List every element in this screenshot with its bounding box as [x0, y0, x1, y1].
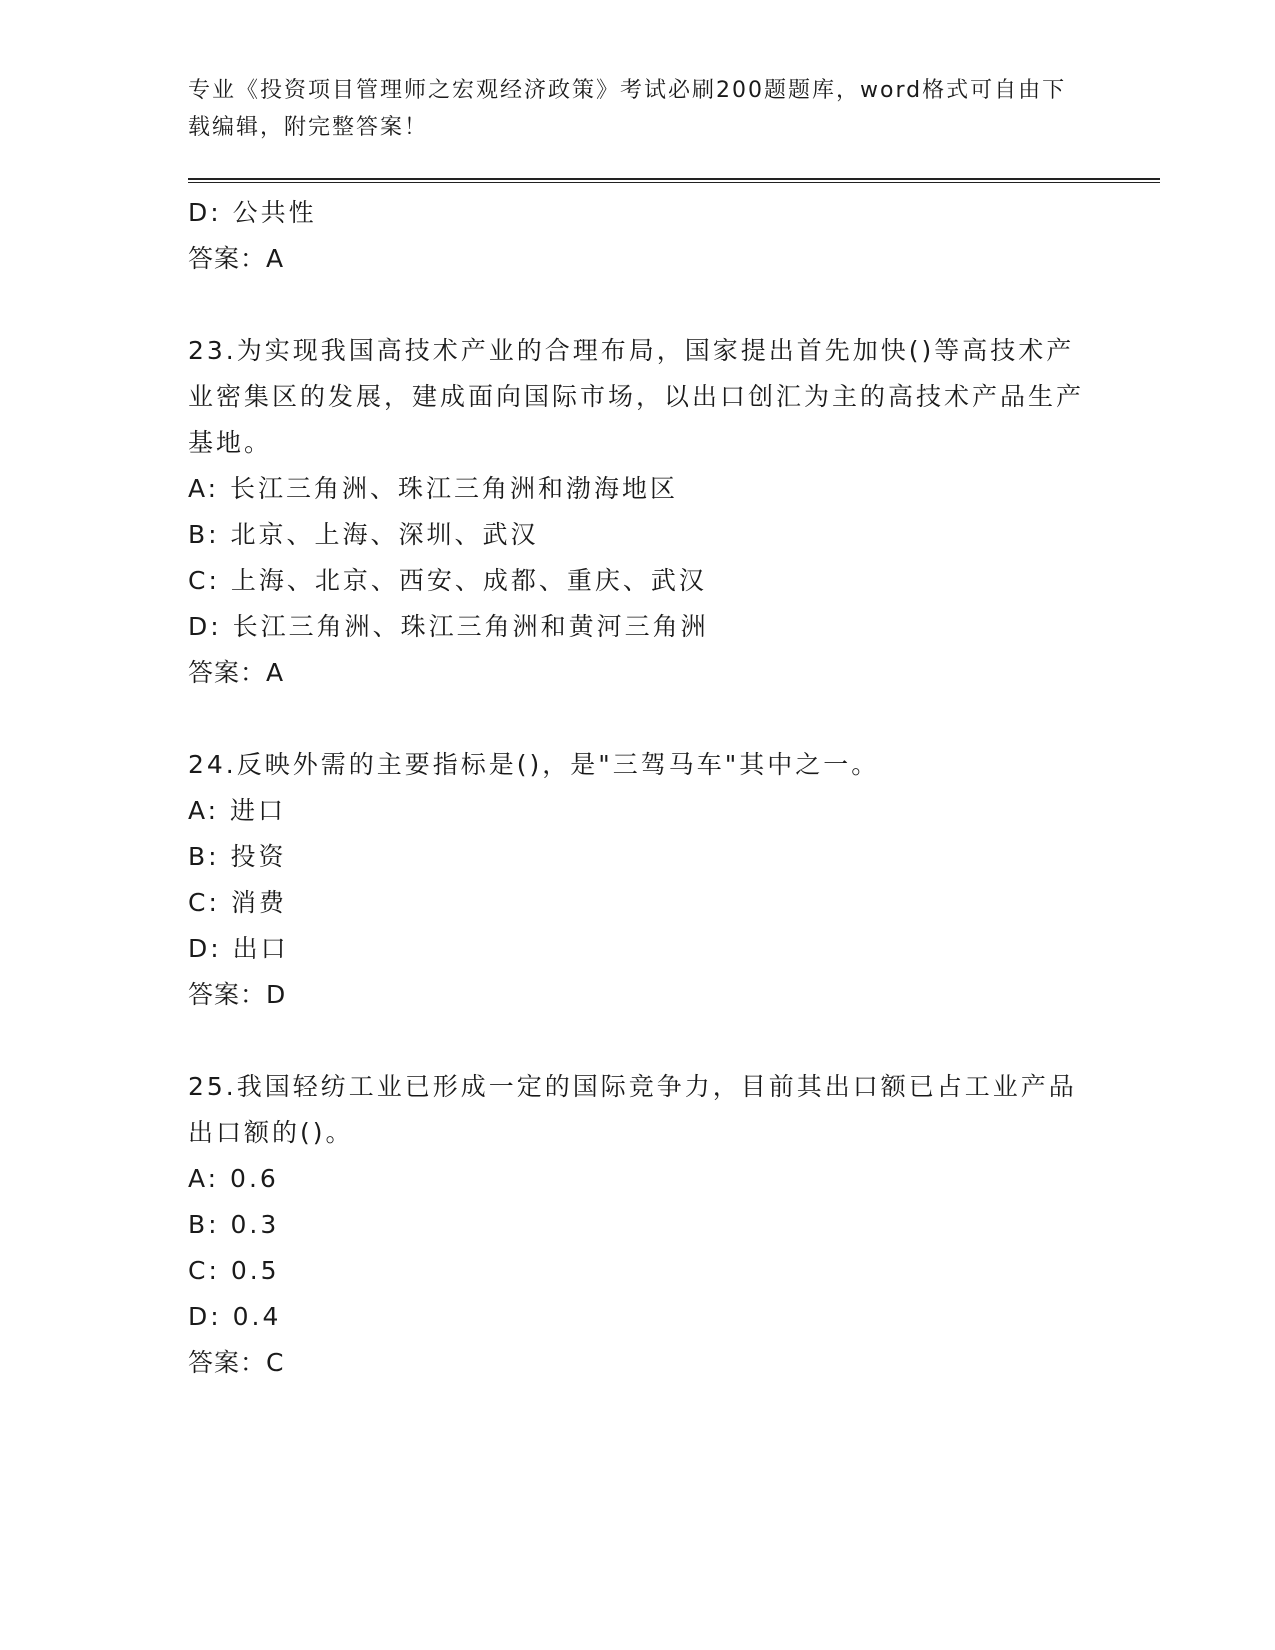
option-a: A: 长江三角洲、珠江三角洲和渤海地区 — [188, 474, 679, 503]
option-b: B: 0.3 — [188, 1210, 280, 1239]
option-d: D: 0.4 — [188, 1302, 282, 1331]
header-divider — [188, 178, 1160, 183]
answer-line: 答案：A — [188, 658, 285, 687]
document-body — [188, 190, 1088, 1386]
question-stem: 24.反映外需的主要指标是()，是"三驾马车"其中之一。 — [188, 750, 880, 779]
option-b: B: 北京、上海、深圳、武汉 — [188, 520, 539, 549]
answer-line: 答案：A — [188, 244, 285, 273]
option-a: A: 0.6 — [188, 1164, 279, 1193]
option-a: A: 进口 — [188, 796, 287, 825]
page-header — [188, 72, 1068, 146]
question-24 — [188, 742, 1088, 1018]
question-23 — [188, 328, 1088, 696]
option-c: C: 消费 — [188, 888, 287, 917]
option-d: D: 公共性 — [188, 198, 317, 227]
answer-line: 答案：D — [188, 980, 287, 1009]
document-title: 专业《投资项目管理师之宏观经济政策》考试必刷200题题库，word格式可自由下载编辑，附完整答案！ — [188, 78, 1067, 140]
option-c: C: 上海、北京、西安、成都、重庆、武汉 — [188, 566, 707, 595]
option-d: D: 出口 — [188, 934, 289, 963]
question-stem: 25.我国轻纺工业已形成一定的国际竞争力，目前其出口额已占工业产品出口额的()。 — [188, 1072, 1077, 1147]
option-d: D: 长江三角洲、珠江三角洲和黄河三角洲 — [188, 612, 709, 641]
option-b: B: 投资 — [188, 842, 287, 871]
question-fragment — [188, 190, 1088, 282]
answer-line: 答案：C — [188, 1348, 285, 1377]
option-c: C: 0.5 — [188, 1256, 280, 1285]
question-stem: 23.为实现我国高技术产业的合理布局，国家提出首先加快()等高技术产业密集区的发展，建成面向国际市场，以出口创汇为主的高技术产品生产基地。 — [188, 336, 1085, 457]
question-25 — [188, 1064, 1088, 1386]
